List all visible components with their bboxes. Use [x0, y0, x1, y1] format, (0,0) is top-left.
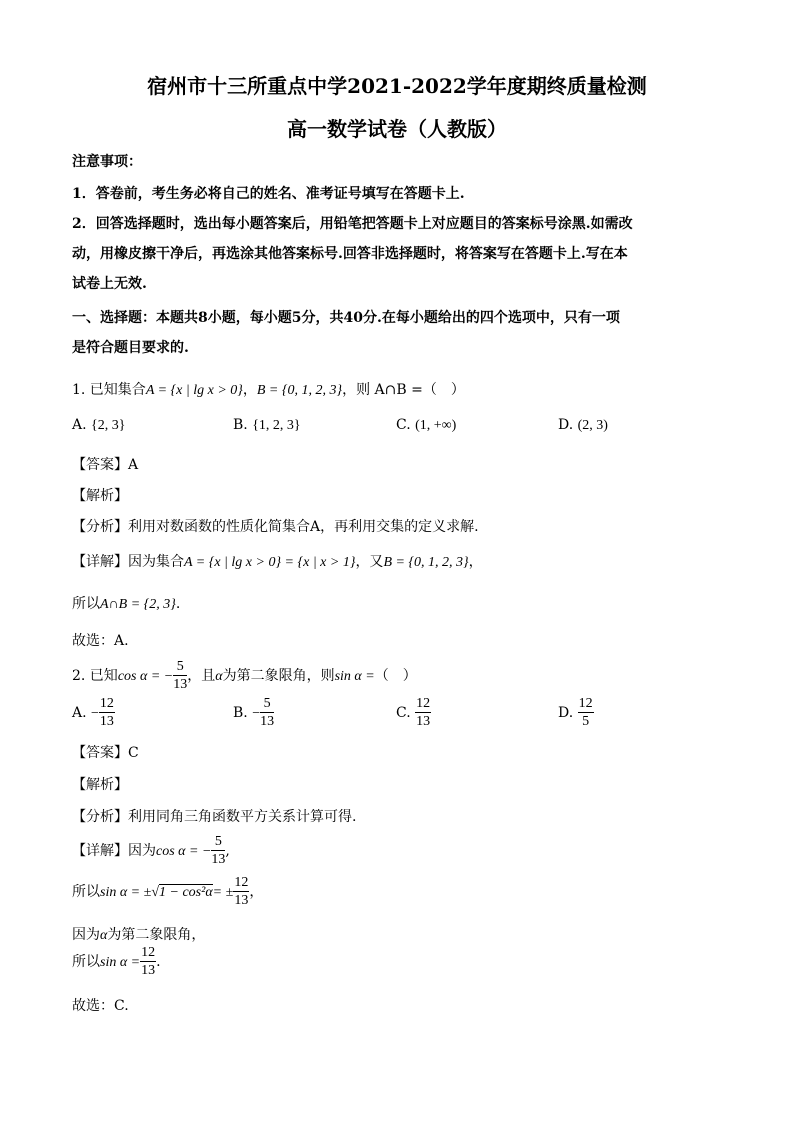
q2-derivation [72, 876, 263, 908]
fraction-numerator: 5 [173, 660, 187, 676]
option-fraction [578, 697, 594, 729]
q1-detail [72, 551, 483, 571]
conclusion-end: . [156, 954, 161, 970]
q2-alpha: α [215, 669, 223, 684]
detail-mid: ，又 [355, 554, 384, 570]
option-letter: D. [558, 417, 574, 433]
fenxi-label: 【分析】 [72, 519, 128, 535]
conclusion-lhs: sin α = [100, 955, 141, 970]
fenxi-text: 利用对数函数的性质化简集合A，再利用交集的定义求解. [128, 519, 479, 535]
note-2-line-3: 试卷上无效. [72, 276, 147, 292]
detail-lhs: cos α = − [156, 844, 212, 859]
answer-value: C [128, 745, 139, 761]
fraction-numerator: 5 [211, 835, 225, 851]
fraction-denominator: 13 [141, 963, 156, 978]
q2-answer [72, 742, 139, 762]
q1-set-a: A = {x | lg x > 0} [145, 383, 243, 398]
so-end: . [175, 596, 181, 612]
note-2-line-2: 动，用橡皮擦干净后，再选涂其他答案标号.回答非选择题时，将答案写在答题卡上.写在本 [72, 246, 628, 262]
q2-fraction [173, 660, 187, 692]
fraction-numerator: 12 [578, 696, 593, 711]
so-prefix: 所以 [72, 596, 100, 612]
fraction-numerator: 12 [416, 696, 431, 711]
q2-detail [72, 835, 230, 867]
q2-ask: （ ） [374, 668, 417, 684]
q1-option-d [558, 417, 608, 434]
q2-fenxi [72, 806, 356, 826]
option-fraction [260, 697, 274, 729]
option-letter: A. [72, 705, 87, 721]
question-2-stem [72, 660, 417, 692]
note-1: 1．答卷前，考生务必将自己的姓名、准考证号填写在答题卡上. [72, 186, 465, 202]
detail-end: ， [468, 554, 483, 570]
q1-sep: ， [242, 382, 257, 398]
sqrt-radicand: 1 − cos²α [159, 885, 213, 900]
fraction-numerator: 12 [234, 875, 249, 890]
q2-conclusion [72, 946, 161, 978]
derivation-lhs: sin α = ± [100, 885, 152, 900]
fraction-denominator: 13 [173, 677, 188, 692]
answer-label: 【答案】 [72, 745, 128, 761]
q1-option-c [396, 417, 456, 434]
fraction-denominator: 13 [416, 714, 431, 729]
fenxi-text: 利用同角三角函数平方关系计算可得. [128, 809, 357, 825]
detail-label: 【详解】 [72, 554, 128, 570]
option-letter: B. [233, 705, 248, 721]
q2-option-a [72, 697, 115, 729]
fraction-denominator: 13 [99, 714, 114, 729]
option-sign: − [252, 706, 261, 721]
option-letter: B. [233, 417, 248, 433]
q2-option-d [558, 697, 594, 729]
q2-mid: ，且 [187, 668, 216, 684]
detail-prefix: 因为集合 [128, 554, 184, 570]
option-letter: D. [558, 705, 574, 721]
fraction-denominator: 13 [234, 893, 249, 908]
q1-set-b: B = {0, 1, 2, 3} [256, 383, 343, 398]
q1-option-b [233, 417, 301, 434]
q1-ask: ，则 A∩B =（ ） [342, 382, 465, 398]
answer-label: 【答案】 [72, 457, 128, 473]
so-prefix: 所以 [72, 954, 100, 970]
q2-mid-2: 为第二象限角，则 [222, 668, 335, 684]
because-text: 为第二象限角， [107, 927, 206, 943]
notes-heading: 注意事项： [72, 154, 142, 170]
q2-cos-lhs: cos α = − [117, 669, 174, 684]
question-1-stem [72, 379, 465, 399]
option-text: {1, 2, 3} [252, 418, 301, 433]
derivation-fraction [233, 876, 249, 908]
q2-prefix: 2. 已知 [72, 668, 118, 684]
so-prefix: 所以 [72, 884, 100, 900]
note-2-line-1: 2．回答选择题时，选出每小题答案后，用铅笔把答题卡上对应题目的答案标号涂黑.如需改 [72, 216, 633, 232]
sqrt-radical: √ [151, 885, 160, 900]
detail-math: A = {x | lg x > 0} = {x | x > 1} [184, 555, 356, 570]
fraction-numerator: 12 [99, 696, 114, 711]
q2-option-c [396, 697, 431, 729]
detail-prefix: 因为 [128, 843, 156, 859]
option-text: {2, 3} [91, 418, 126, 433]
because-alpha: α [100, 928, 108, 943]
section-heading-line-2: 是符合题目要求的. [72, 340, 189, 356]
exam-title: 宿州市十三所重点中学2021-2022学年度期终质量检测 [147, 74, 647, 98]
exam-subtitle: 高一数学试卷（人教版） [287, 117, 507, 141]
q2-choose: 故选：C. [72, 998, 129, 1014]
q1-answer [72, 454, 138, 474]
fraction-denominator: 13 [260, 714, 275, 729]
q2-quadrant-note [72, 924, 205, 944]
q2-analysis-label: 【解析】 [72, 777, 128, 793]
conclusion-fraction [140, 946, 156, 978]
fraction-denominator: 5 [582, 714, 590, 729]
option-text: (2, 3) [577, 418, 608, 433]
detail-math-2: B = {0, 1, 2, 3} [383, 555, 469, 570]
option-text: (1, +∞) [415, 418, 457, 433]
detail-end: , [225, 843, 230, 859]
q2-option-b [233, 697, 274, 729]
option-fraction [415, 697, 431, 729]
fraction-numerator: 12 [141, 945, 156, 960]
derivation-mid: = ± [212, 885, 234, 900]
detail-fraction [211, 835, 225, 867]
so-math: A∩B = {2, 3} [100, 597, 176, 612]
q1-fenxi [72, 516, 479, 536]
q1-prefix: 1. 已知集合 [72, 382, 146, 398]
option-fraction [99, 697, 115, 729]
answer-value: A [128, 457, 139, 473]
because-prefix: 因为 [72, 927, 100, 943]
q1-analysis-label: 【解析】 [72, 488, 128, 504]
fraction-denominator: 13 [211, 852, 226, 867]
option-letter: C. [396, 417, 411, 433]
derivation-end: ， [249, 884, 264, 900]
option-letter: C. [396, 705, 411, 721]
fenxi-label: 【分析】 [72, 809, 128, 825]
q1-option-a [72, 417, 125, 434]
section-heading-line-1: 一、选择题：本题共8小题，每小题5分，共40分.在每小题给出的四个选项中，只有一项 [72, 310, 620, 326]
q1-choose: 故选：A. [72, 633, 129, 649]
option-sign: − [91, 706, 99, 721]
q2-sin-lhs: sin α = [334, 669, 375, 684]
fraction-numerator: 5 [260, 697, 274, 713]
detail-label: 【详解】 [72, 843, 128, 859]
option-letter: A. [72, 417, 87, 433]
q1-conclusion [72, 593, 180, 613]
